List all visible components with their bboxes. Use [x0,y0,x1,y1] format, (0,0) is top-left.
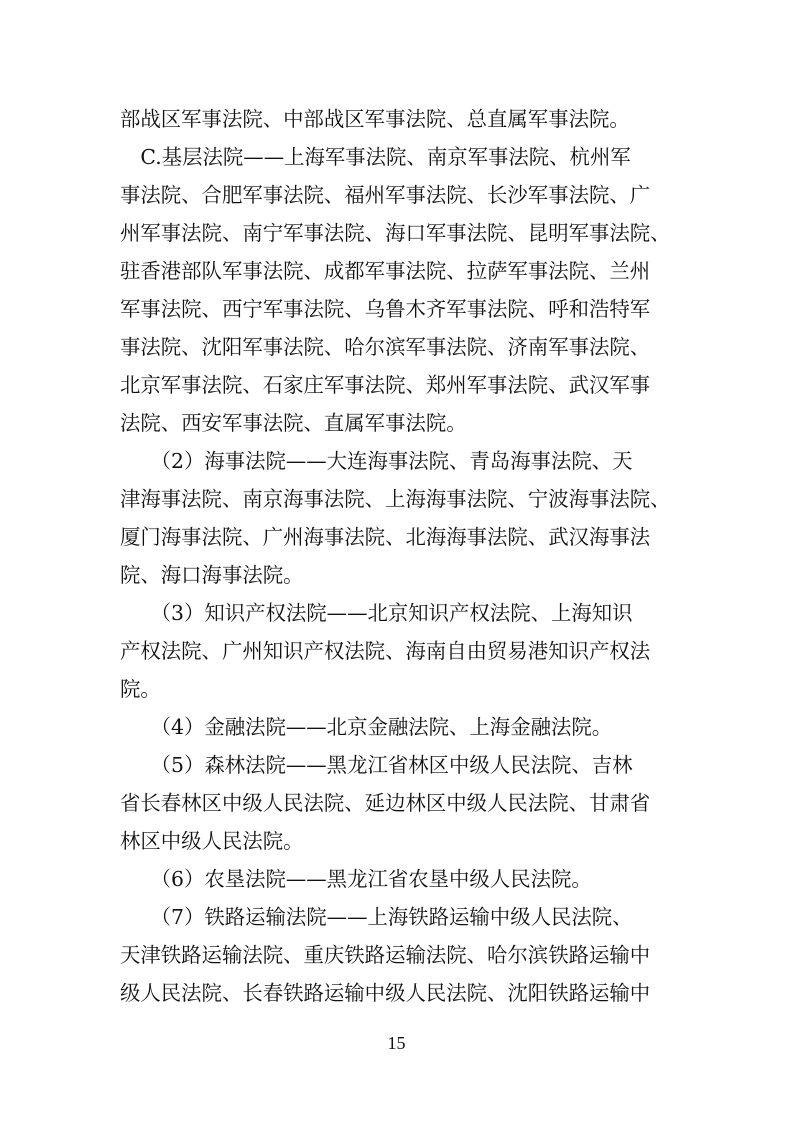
text-line: 州军事法院、南宁军事法院、海口军事法院、昆明军事法院、 [120,221,671,245]
text-line: 事法院、合肥军事法院、福州军事法院、长沙军事法院、广 [120,183,651,207]
text-line: 法院、西安军事法院、直属军事法院。 [120,411,467,435]
page-number: 15 [387,1033,406,1053]
text-line: （2）海事法院——大连海事法院、青岛海事法院、天 [120,449,633,473]
text-line: 院。 [120,677,161,701]
text-line: 院、海口海事法院。 [120,563,304,587]
text-line: 产权法院、广州知识产权法院、海南自由贸易港知识产权法 [120,639,651,663]
text-line: 军事法院、西宁军事法院、乌鲁木齐军事法院、呼和浩特军 [120,297,651,321]
text-line: （7）铁路运输法院——上海铁路运输中级人民法院、 [120,905,633,929]
text-line: 驻香港部队军事法院、成都军事法院、拉萨军事法院、兰州 [120,259,651,283]
text-line: 省长春林区中级人民法院、延边林区中级人民法院、甘肃省 [120,791,651,815]
text-line: 级人民法院、长春铁路运输中级人民法院、沈阳铁路运输中 [120,981,651,1005]
text-line: 津海事法院、南京海事法院、上海海事法院、宁波海事法院、 [120,487,671,511]
text-line: 天津铁路运输法院、重庆铁路运输法院、哈尔滨铁路运输中 [120,943,651,967]
text-line: （6）农垦法院——黑龙江省农垦中级人民法院。 [120,867,592,891]
text-line: （4）金融法院——北京金融法院、上海金融法院。 [120,715,613,739]
text-line: 部战区军事法院、中部战区军事法院、总直属军事法院。 [120,107,630,131]
text-line: 北京军事法院、石家庄军事法院、郑州军事法院、武汉军事 [120,373,651,397]
text-line: 事法院、沈阳军事法院、哈尔滨军事法院、济南军事法院、 [120,335,651,359]
text-line: C.基层法院——上海军事法院、南京军事法院、杭州军 [120,145,631,169]
text-line: （5）森林法院——黑龙江省林区中级人民法院、吉林 [120,753,633,777]
text-line: （3）知识产权法院——北京知识产权法院、上海知识 [120,601,633,625]
text-line: 厦门海事法院、广州海事法院、北海海事法院、武汉海事法 [120,525,651,549]
text-line: 林区中级人民法院。 [120,829,304,853]
